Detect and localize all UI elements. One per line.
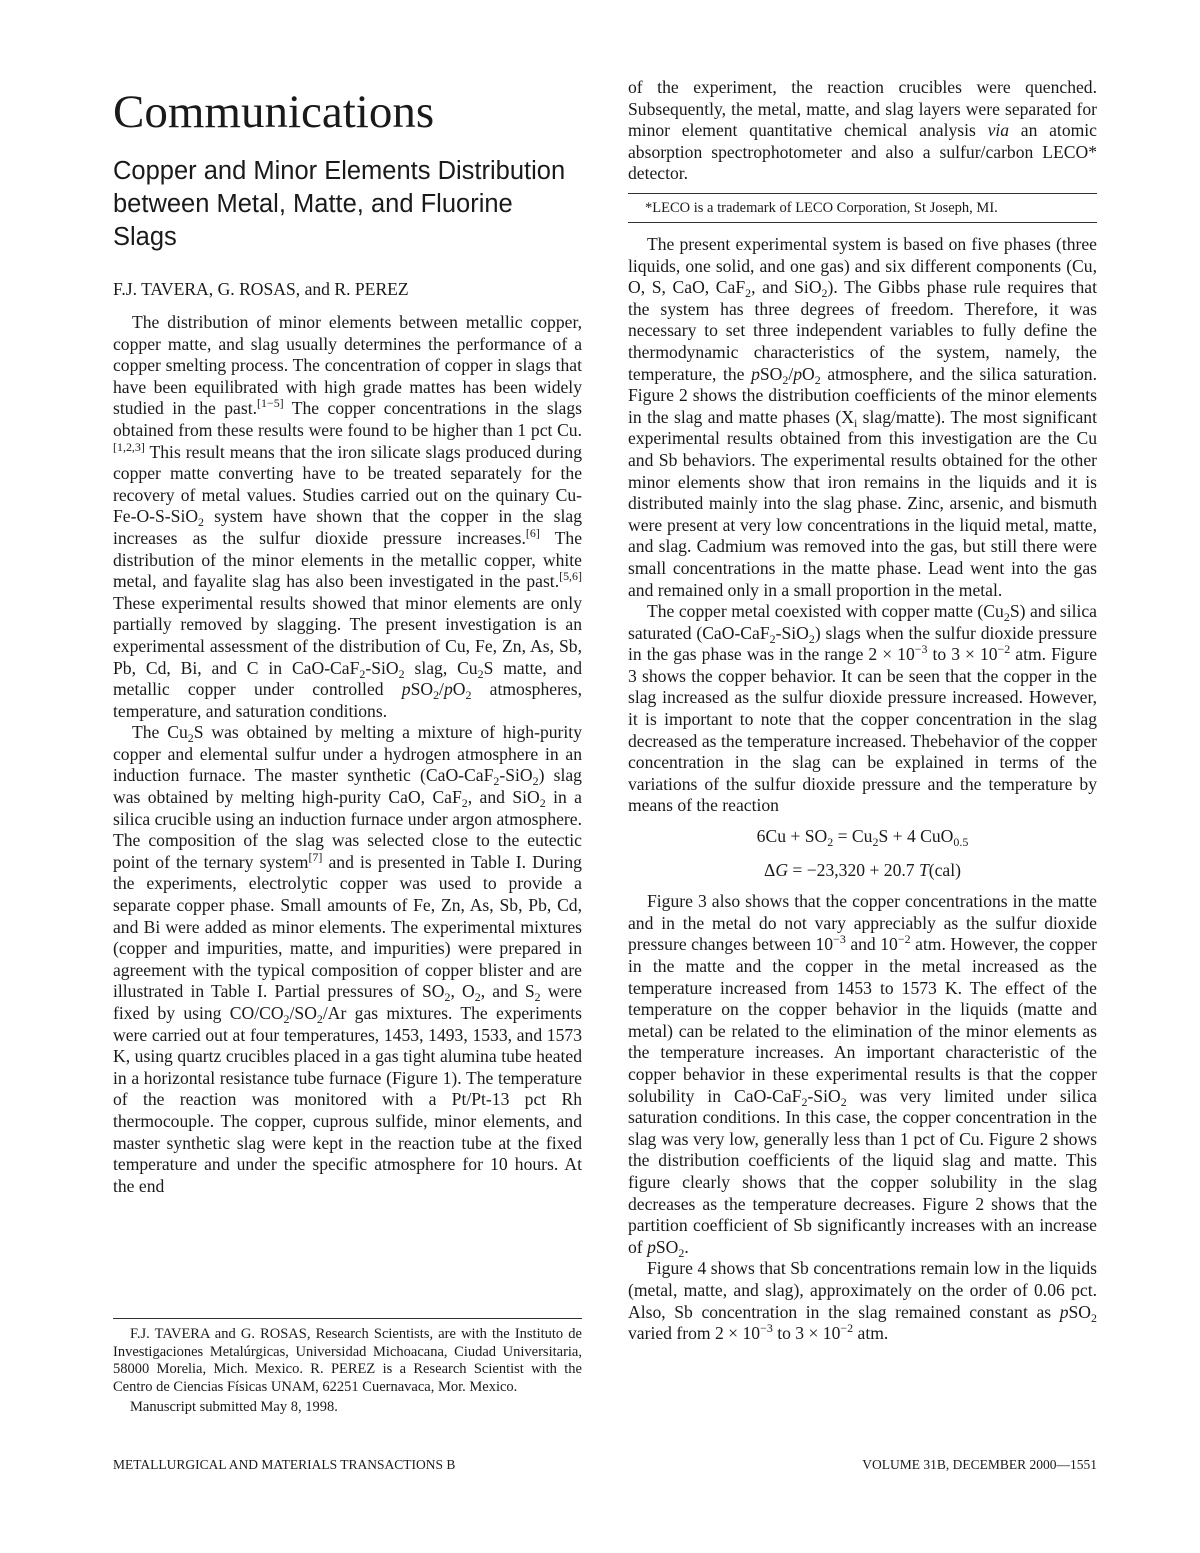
manuscript-note: Manuscript submitted May 8, 1998. — [130, 1399, 338, 1415]
article-title: Copper and Minor Elements Distribution between Metal, Matte, and Fluorine Slags — [113, 157, 566, 251]
paragraph-copper-behavior: The copper metal coexisted with copper matte $(Cu_2S)$ and silica saturated (CaO-CaF$_2$-SiO$_2$) slags when the sulfur dioxide pressure in the gas phase was in the range $2 \times 10^{-3}$ to $3 \times 10^{-2}$ atm. Figure 3 shows the copper behavior. It can be seen that the copper in the slag increased as the sulfur dioxide pressure increased. However, it is important to note that the copper concentration in the slag decreased as the temperature increased. Thebehavior of the copper concentration in the slag can be explained in terms of the variations of the sulfur dioxide pressure and the temperature by means of the reaction — [628, 601, 1098, 816]
affiliation-text: F.J. TAVERA and G. ROSAS, Research Scientists, are with the Instituto de Investigaciones Metalúrgicas, Universidad Michoacana, Ciudad Universitaria, 58000 Morelia, Mich. Mexico. R. PEREZ is a Research Scientist with the Centro de Ciencias Físicas UNAM, 62251 Cuernavaca, Mor. Mexico. — [113, 1326, 582, 1395]
footer-volume-page: VOLUME 31B, DECEMBER 2000—1551 — [862, 1457, 1097, 1472]
footnote-rule-bottom — [628, 222, 1097, 223]
paragraph-experimental: The $Cu_2S$ was obtained by melting a mixture of high-purity copper and elemental sulfur under a hydrogen atmosphere in an induction furnace. The master synthetic (CaO-CaF$_2$-SiO$_2$) slag was obtained by melting high-purity CaO, CaF$_2$, and SiO$_2$ in a silica crucible using an induction furnace under argon atmosphere. The composition of the slag was selected close to the eutectic point of the ternary system[7] and is presented in Table I. During the experiments, electrolytic copper was used to provide a separate copper phase. Small amounts of Fe, Zn, As, Sb, Pb, Cd, and Bi were added as minor elements. The experimental mixtures (copper and impurities, matte, and impurities) were prepared in agreement with the typical composition of copper blister and are illustrated in Table I. Partial pressures of $SO_2$, $O_2$, and $S_2$ were fixed by using $CO/CO_2/SO_2/Ar$ gas mixtures. The experiments were carried out at four temperatures, 1453, 1493, 1533, and 1573 K, using quartz crucibles placed in a gas tight alumina tube heated in a horizontal resistance tube furnace (Figure 1). The temperature of the reaction was monitored with a Pt/Pt-13 pct Rh thermocouple. The copper, cuprous sulfide, minor elements, and master synthetic slag were kept in the reaction tube at the fixed temperature and under the specific atmosphere for 10 hours. At the end — [113, 722, 582, 1196]
right-body-top — [628, 77, 1097, 185]
section-heading: Communications — [113, 86, 435, 138]
equation-reaction: $6Cu + SO_2 = Cu_2S + 4$ CuO$_{0.5}$ — [756, 826, 969, 850]
paragraph-figure3: Figure 3 also shows that the copper concentrations in the matte and in the metal do not vary appreciably as the sulfur dioxide pressure changes between $10^{-3}$ and $10^{-2}$ atm. However, the copper in the matte and the copper in the metal increased as the temperature increased from 1453 to 1573 K. The effect of the temperature on the copper behavior in the liquids (matte and metal) can be related to the elimination of the minor elements as the temperature increases. An important characteristic of the copper behavior in these experimental results is that the copper solubility in CaO-CaF$_2$-SiO$_2$ was very limited under silica saturation conditions. In this case, the copper concentration in the slag was very low, generally less than 1 pct of Cu. Figure 2 shows the distribution coefficients of the liquid slag and matte. This figure clearly shows that the copper solubility in the slag decreases as the temperature decreases. Figure 2 shows that the partition coefficient of Sb significantly increases with an increase of pSO$_2$. — [628, 891, 1097, 1260]
paragraph-figure4: Figure 4 shows that Sb concentrations remain low in the liquids (metal, matte, and slag), approximately on the order of 0.06 pct. Also, Sb concentration in the slag remained constant as pSO$_2$ varied from $2 \times 10^{-3}$ to $3 \times 10^{-2}$ atm. — [628, 1258, 1097, 1344]
author-list: F.J. TAVERA, G. ROSAS, and R. PEREZ — [113, 279, 409, 299]
equation-gibbs: ΔG = −23,320 + 20.7 T(cal) — [763, 859, 961, 880]
affiliation-rule — [113, 1318, 582, 1319]
paragraph-continuation: of the experiment, the reaction crucibles were quenched. Subsequently, the metal, matte, and slag layers were separated for minor element quantitative chemical analysis via an atomic absorption spectrophotometer and also a sulfur/carbon LECO* detector. — [628, 77, 1097, 184]
right-body-main — [628, 234, 1097, 1345]
left-body — [113, 312, 582, 1197]
affiliation-footnote — [113, 1326, 582, 1417]
trademark-footnote: *LECO is a trademark of LECO Corporation, St Joseph, MI. — [645, 200, 998, 216]
footnote-rule-top — [628, 193, 1097, 194]
paragraph-phase-rule: The present experimental system is based on five phases (three liquids, one solid, and one gas) and six different components (Cu, O, S, CaO, CaF$_2$, and SiO$_2$). The Gibbs phase rule requires that the system has three degrees of freedom. Therefore, it was necessary to set three independent variables to fully define the thermodynamic characteristics of the system, namely, the temperature, the $pSO_2/pO_2$ atmosphere, and the silica saturation. Figure 2 shows the distribution coefficients of the minor elements in the slag and matte phases ($X_i$ slag/matte). The most significant experimental results obtained from this investigation are the Cu and Sb behaviors. The experimental results obtained for the other minor elements show that iron remains in the liquids and it is distributed mainly into the slag phase. Zinc, arsenic, and bismuth were present at very low concentrations in the liquid metal, matte, and slag. Cadmium was removed into the gas, but still there were small concentrations in the matte phase. Lead went into the gas and remained only in a small proportion in the metal. — [628, 234, 1097, 600]
footer-journal: METALLURGICAL AND MATERIALS TRANSACTIONS B — [113, 1457, 456, 1472]
paragraph-intro: The distribution of minor elements between metallic copper, copper matte, and slag usually determines the performance of a copper smelting process. The concentration of copper in slags that have been equilibrated with high grade mattes has been widely studied in the past.[1−5] The copper concentrations in the slags obtained from these results were found to be higher than 1 pct Cu.[1,2,3] This result means that the iron silicate slags produced during copper matte converting have to be treated separately for the recovery of metal values. Studies carried out on the quinary Cu-Fe-O-S-SiO$_2$ system have shown that the copper in the slag increases as the sulfur dioxide pressure increases.[6] The distribution of the minor elements in the metallic copper, white metal, and fayalite slag has also been investigated in the past.[5,6] These experimental results showed that minor elements are only partially removed by slagging. The present investigation is an experimental assessment of the distribution of Cu, Fe, Zn, As, Sb, Pb, Cd, Bi, and C in CaO-CaF$_2$-SiO$_2$ slag, $Cu_2S$ matte, and metallic copper under controlled $pSO_2/pO_2$ atmospheres, temperature, and saturation conditions. — [113, 312, 583, 721]
